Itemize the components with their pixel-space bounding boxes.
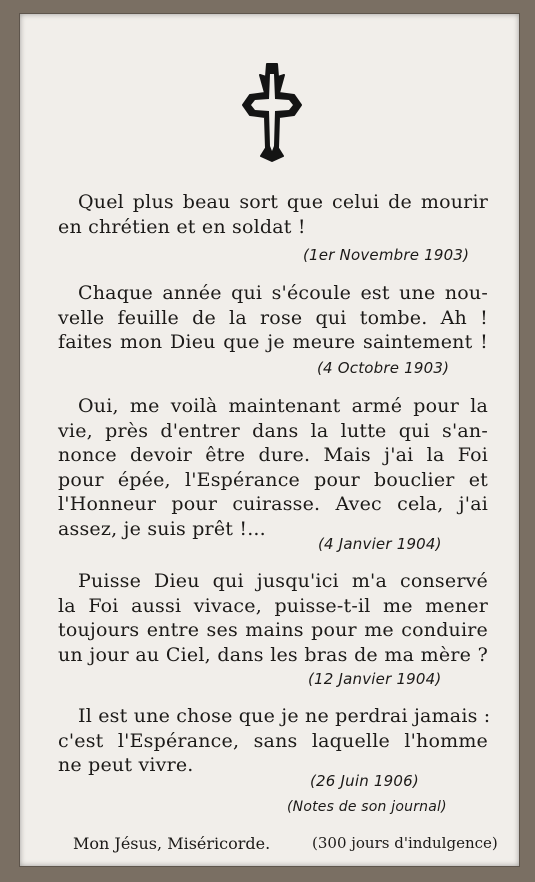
quote-4-line-1: Puisse Dieu qui jusqu'ici m'a conservé: [78, 570, 488, 592]
quote-2-line-1: Chaque année qui s'écoule est une nou-: [78, 282, 488, 304]
quote-5-line-1: Il est une chose que je ne perdrai jamais :: [78, 705, 491, 727]
indulgence-text: (300 jours d'indulgence): [312, 834, 498, 852]
quote-4: [58, 569, 488, 667]
quote-4-line-3: toujours entre ses mains pour me conduire: [58, 619, 488, 641]
quote-1-line-1: Quel plus beau sort que celui de mourir: [78, 191, 488, 213]
quote-3-line-3: nonce devoir être dure. Mais j'ai la Foi: [58, 444, 488, 466]
quote-2: [58, 281, 488, 355]
quote-3-line-4: pour épée, l'Espérance pour bouclier et: [58, 468, 488, 491]
quote-3: [58, 394, 488, 541]
quote-4-line-4: un jour au Ciel, dans les bras de ma mère ?: [58, 643, 488, 666]
latin-cross-icon: [240, 62, 304, 162]
quote-2-line-2: velle feuille de la rose qui tombe. Ah !: [58, 306, 488, 329]
quote-3-line-5: l'Honneur pour cuirasse. Avec cela, j'ai: [58, 493, 488, 515]
quote-3-date: (4 Janvier 1904): [318, 535, 442, 553]
quote-1-date: (1er Novembre 1903): [303, 246, 470, 264]
quote-5-line-3: ne peut vivre.: [58, 754, 194, 776]
quote-4-date: (12 Janvier 1904): [308, 670, 442, 688]
quote-3-line-1: Oui, me voilà maintenant armé pour la: [78, 395, 488, 417]
quote-3-line-6: assez, je suis prêt !...: [58, 517, 266, 540]
quote-2-date: (4 Octobre 1903): [317, 359, 450, 377]
quote-5-line-2: c'est l'Espérance, sans laquelle l'homme: [58, 729, 488, 752]
source-note: (Notes de son journal): [287, 799, 447, 815]
memorial-card: [20, 14, 519, 866]
quote-5-date: (26 Juin 1906): [310, 772, 419, 790]
quote-1-line-2: en chrétien et en soldat !: [58, 215, 306, 238]
prayer-text: Mon Jésus, Miséricorde.: [73, 834, 271, 853]
quote-5: [58, 704, 491, 778]
quote-4-line-2: la Foi aussi vivace, puisse-t-il me mener: [58, 594, 488, 617]
quote-1: [58, 190, 488, 239]
quote-3-line-2: vie, près d'entrer dans la lutte qui s'an-: [58, 419, 488, 442]
quote-2-line-3: faites mon Dieu que je meure saintement !: [58, 331, 488, 353]
